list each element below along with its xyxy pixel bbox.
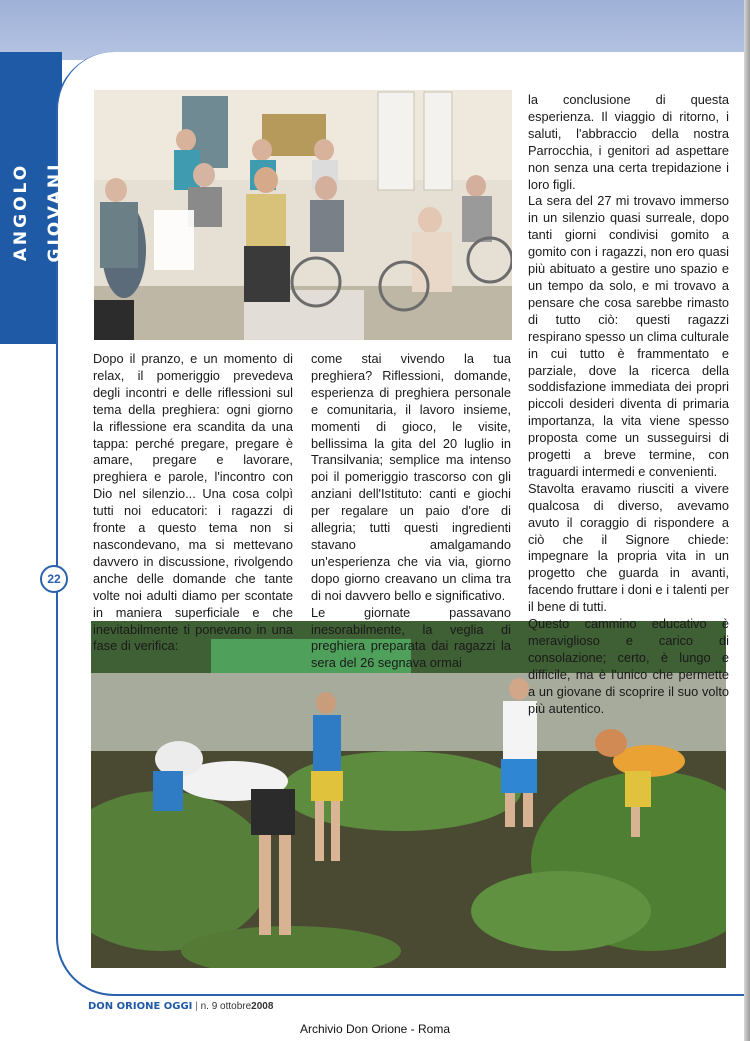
col2-paragraph-1: come stai vivendo la tua preghiera? Riflessioni, domande, esperienza di preghiera personale e comunitaria, il lavoro insieme, momenti di gioco, le visite, bellissima la gita del 20 luglio in Transilvania; semplice ma intenso poi il pomeriggio trascorso con gli anziani dell'Istituto: canti e giochi per regalare un paio d'ore di allegria; tutti questi ingredienti stavano amalgamando un'esperienza che via via, giorno dopo giorno creavano un clima tra di noi davvero bello e significativo. [311, 351, 511, 603]
text-column-2 [311, 351, 511, 672]
col1-paragraph: Dopo il pranzo, e un momento di relax, il pomeriggio prevedeva degli incontri e delle riflessioni sul tema della preghiera: ogni giorno la riflessione era scandita da una tappa: perché pregare, pregare è amare, pregare e lavorare, preghiera e parole, l'incontro con Dio nel silenzio... Una cosa colpì tutti noi educatori: i ragazzi di fronte a questo tema non si nascondevano, ma si mettevano davvero in discussione, rivolgendo anche delle domande che tante volte noi adulti diamo per scontate in maniera superficiale e che inevitabilmente ti ponevano in una fase di verifica: [93, 351, 293, 654]
section-label: ANGOLO GIOVANI [11, 161, 65, 263]
text-column-1 [93, 351, 293, 655]
col3-paragraph-4: Questo cammino educativo è meraviglioso e carico di consolazione; certo, è lungo e difficile, ma è l'unico che permette a un giovane di scoprire il suo volto più autentico. [528, 616, 729, 716]
text-column-3 [528, 92, 729, 718]
page-number: 22 [40, 565, 68, 593]
photo-elderly-hall-illustration [94, 90, 512, 340]
magazine-name: DON ORIONE OGGI [88, 1001, 193, 1012]
scan-edge-shadow [744, 0, 750, 1041]
issue-info: n. 9 ottobre [197, 1001, 252, 1012]
footer-masthead [88, 1001, 273, 1012]
col2-paragraph-2: Le giornate passavano inesorabilmente, la veglia di preghiera preparata dai ragazzi la sera del 26 segnava ormai [311, 604, 511, 671]
col3-paragraph-1: la conclusione di questa esperienza. Il viaggio di ritorno, i saluti, l'abbraccio della nostra Parrocchia, i genitori ad aspettare non senza una certa trepidazione i loro figli. [528, 92, 729, 192]
col3-paragraph-2: La sera del 27 mi trovavo immerso in un silenzio quasi surreale, dopo tanti giorni condivisi gomito a gomito con i ragazzi, non ero quasi più abituato a gestire uno spazio e un tempo da solo, e mi trovavo a pensare che cosa sarebbe rimasto di tutto ciò: questi ragazzi respirano spesso un clima culturale in cui tutto è frammentato e parziale, dove la ricerca della soddisfazione immediata dei propri piccoli desideri diventa di primaria importanza, la vita viene spesso proposta come un susseguirsi di progetti a breve termine, con traguardi intermedi e convenienti. [528, 193, 729, 479]
col3-paragraph-3: Stavolta eravamo riusciti a vivere qualcosa di diverso, avevamo avuto il coraggio di rispondere a ciò che il Signore chiede: impegnare la propria vita in un progetto che guarda in avanti, facendo fruttare i doni e i talenti per il bene di tutti. [528, 480, 729, 615]
top-color-band [0, 0, 750, 60]
issue-year: 2008 [251, 1001, 274, 1012]
archive-caption: Archivio Don Orione - Roma [299, 1022, 451, 1036]
photo-elderly-hall [94, 90, 512, 340]
footer-separator: | [195, 1001, 198, 1012]
